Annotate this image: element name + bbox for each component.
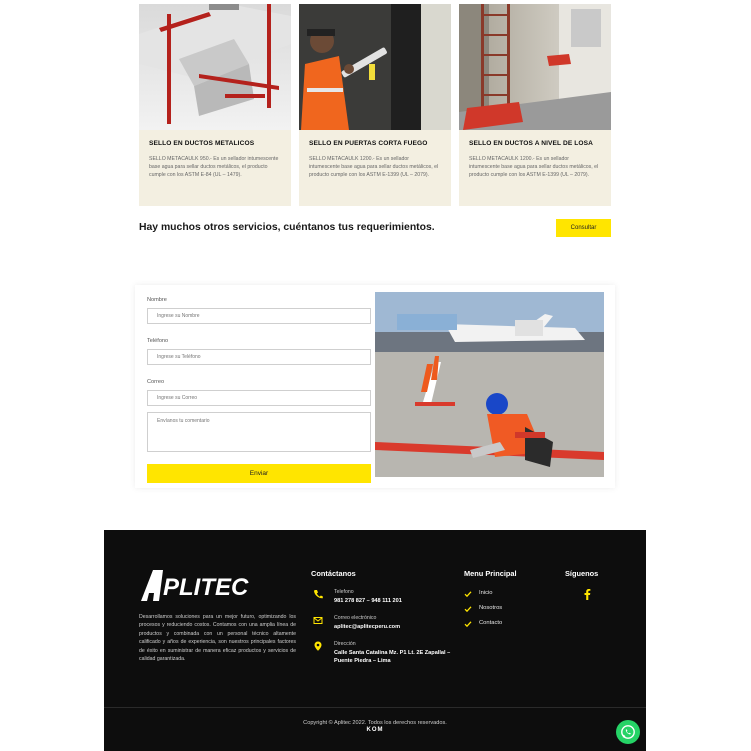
service-image-ducts [139,4,291,130]
consult-button[interactable]: Consultar [556,219,611,237]
service-card[interactable] [459,4,611,206]
more-services-row [139,219,611,239]
svg-text:PLITEC: PLITEC [163,574,249,601]
more-services-text: Hay muchos otros servicios, cuéntanos tus requerimientos. [139,222,435,233]
service-card[interactable] [299,4,451,206]
menu-item-label: Contacto [479,620,503,626]
services-cards [139,4,611,206]
service-title: SELLO EN DUCTOS A NIVEL DE LOSA [469,140,593,147]
contact-address [313,641,453,669]
whatsapp-button[interactable] [616,720,640,744]
contact-form [147,297,371,483]
name-input[interactable] [147,308,371,324]
service-card[interactable] [139,4,291,206]
check-icon [464,590,472,598]
service-image-fire-door [299,4,451,130]
email-label: Correo electrónico [334,615,377,621]
phone-value[interactable]: 981 278 827 – 948 111 201 [334,598,402,604]
aplitec-logo[interactable] [139,568,251,607]
address-value: Calle Santa Catalina Mz. P1 Lt. 2E Zapallal – Puente Piedra – Lima [334,650,451,664]
contact-email [313,615,453,635]
comment-textarea[interactable] [147,412,371,452]
email-input[interactable] [147,390,371,406]
copyright-text: Copyright © Aplitec 2022. Todos los derechos reservados. [303,720,447,726]
whatsapp-icon [616,720,640,744]
location-pin-icon [313,641,323,651]
social-title: Síguenos [565,569,599,578]
menu-item-label: Inicio [479,590,493,596]
phone-icon [313,589,323,599]
contact-form-section [135,285,615,488]
contact-title: Contáctanos [311,569,356,578]
name-label: Nombre [147,297,167,303]
check-icon [464,605,472,613]
service-title: SELLO EN PUERTAS CORTA FUEGO [309,140,428,147]
service-title: SELLO EN DUCTOS METALICOS [149,140,255,147]
about-text: Desarrollamos soluciones para un mejor futuro, optimizando los procesos y reduciendo costos. Contamos con una amplia línea de productos y combinada con un personal técnico altamente calificado y años de experiencia, son nuestros principales factores de éxito en suministrar de manera eficaz productos y servicios de calidad garantizada. [139,614,296,663]
contact-phone [313,589,453,609]
check-icon [464,620,472,628]
phone-input[interactable] [147,349,371,365]
service-description: SELLO METACAULK 1200.- Es un sellador intumescente base agua para sellar ductos metálicos, el producto cumple con los ASTM E-1399 (UL – 2079). [469,156,599,178]
address-label: Dirección [334,641,356,647]
email-label: Correo [147,379,165,385]
send-button[interactable]: Enviar [147,464,371,483]
email-value[interactable]: aplitec@aplitecperu.com [334,624,401,630]
developer-credit[interactable]: KOM [366,727,384,733]
worker-photo [375,292,604,477]
phone-label: Teléfono [147,338,169,344]
facebook-icon[interactable] [583,589,591,600]
phone-label: Telefono [334,589,354,595]
service-image-slab-ducts [459,4,611,130]
service-description: SELLO METACAULK 1200.- Es un sellador intumescente base agua para sellar ductos metálicos, el producto cumple con los ASTM E-1399 (UL – 2079). [309,156,439,178]
menu-title: Menu Principal [464,569,517,578]
service-description: SELLO METACAULK 950.- Es un sellador intumescente base agua para sellar ductos metálicos, el producto cumple con los ASTM E-84 (UL – 1479). [149,156,279,178]
menu-item-label: Nosotros [479,605,503,611]
footer-divider [104,707,646,708]
email-icon [313,615,323,625]
footer [104,530,646,751]
